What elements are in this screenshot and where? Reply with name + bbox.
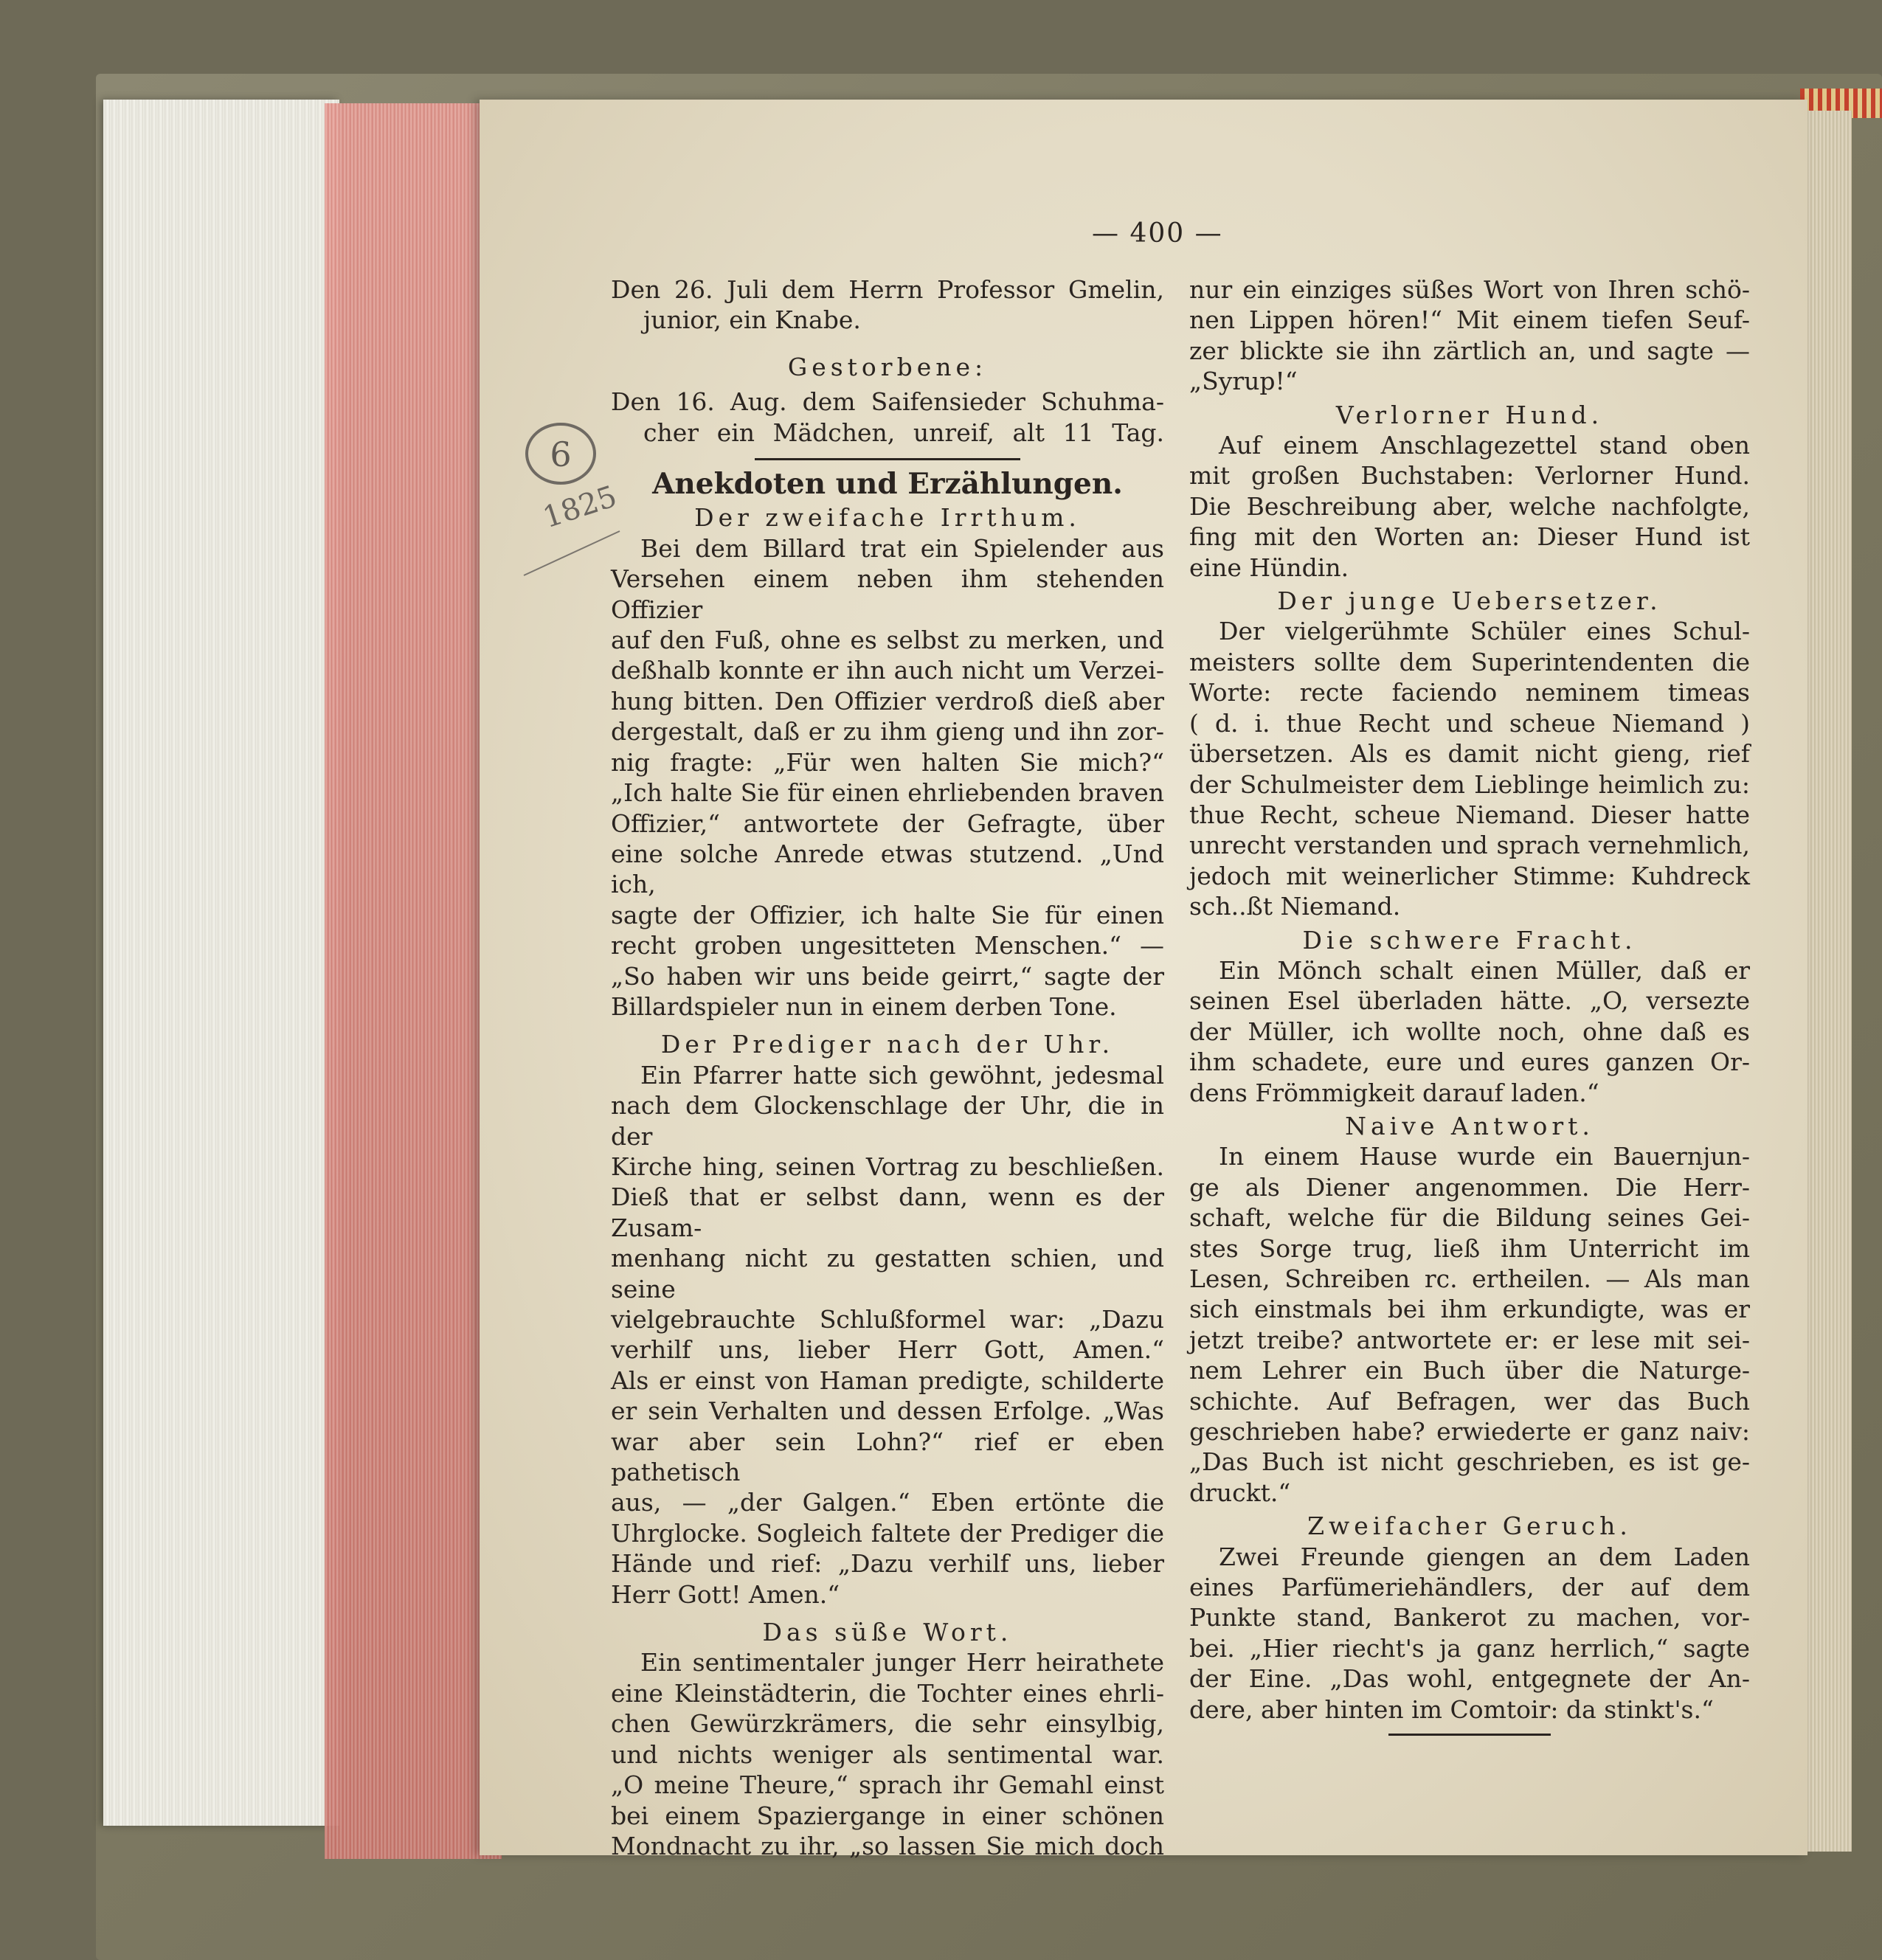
text-line: ( d. i. thue Recht und scheue Niemand ) [1189,708,1750,738]
story-title: Das süße Wort. [762,1618,1013,1647]
text-line: der Schulmeister dem Lieblinge heimlich zu: [1189,769,1750,799]
text-line: Hände und rief: „Dazu verhilf uns, lieber [611,1549,1164,1579]
birth-entry-line: junior, ein Knabe. [643,305,861,335]
text-line: eines Parfümeriehändlers, der auf dem [1189,1573,1750,1602]
text-line: jedoch mit weinerlicher Stimme: Kuhdreck [1189,861,1750,890]
text-line: schaft, welche für die Bildung seines Gei- [1189,1203,1750,1233]
separator-rule [755,458,1020,460]
text-line: jetzt treibe? antwortete er: er lese mit sei- [1189,1325,1750,1354]
text-line: stes Sorge trug, ließ ihm Unterricht im [1189,1233,1750,1263]
text-line: chen Gewürzkrämers, die sehr einsylbig, [611,1709,1164,1739]
death-entry-line: cher ein Mädchen, unreif, alt 11 Tag. [643,418,1164,447]
story-body [611,1647,1164,1861]
text-line: zer blickte sie ihn zärtlich an, und sagte — [1189,336,1750,365]
text-line: Ein sentimentaler junger Herr heirathete [640,1648,1164,1677]
text-line: unrecht verstanden und sprach vernehmlich, [1189,831,1750,860]
end-rule [1388,1734,1551,1736]
story-title: Zweifacher Geruch. [1307,1511,1632,1541]
text-line: sagte der Offizier, ich halte Sie für einen [611,900,1164,929]
text-line: Herr Gott! Amen.“ [611,1579,840,1609]
text-line: schichte. Auf Befragen, wer das Buch [1189,1386,1750,1416]
text-line: sch..ßt Niemand. [1189,892,1401,921]
story-title: Naive Antwort. [1345,1111,1594,1140]
text-line: recht groben ungesitteten Menschen.“ — [611,931,1164,960]
page-number: — 400 — [1092,218,1223,249]
text-line: eine solche Anrede etwas stutzend. „Und ich, [611,839,1164,899]
story-title: Der zweifache Irrthum. [694,503,1081,533]
text-line: menhang nicht zu gestatten schien, und seine [611,1244,1164,1303]
right-page-edges [1800,111,1852,1852]
text-line: Lesen, Schreiben rc. ertheilen. — Als man [1189,1264,1750,1293]
story-body [1189,430,1750,583]
text-line: Ein Pfarrer hatte sich gewöhnt, jedesmal [640,1060,1164,1090]
text-line: war aber sein Lohn?“ rief er eben pathetisch [611,1427,1164,1487]
text-line: meisters sollte dem Superintendenten die [1189,647,1750,676]
pencil-circle-number: 6 [550,434,572,474]
text-line: übersetzen. Als es damit nicht gieng, rief [1189,739,1750,769]
text-line: nem Lehrer ein Buch über die Naturge- [1189,1356,1750,1385]
text-line: thue Recht, scheue Niemand. Dieser hatte [1189,800,1750,829]
red-page-edges [325,103,502,1859]
text-line: vielgebrauchte Schlußformel war: „Dazu [611,1305,1164,1334]
left-column [611,274,1164,1861]
text-line: Dieß that er selbst dann, wenn es der Zusam- [611,1182,1164,1242]
text-line: hung bitten. Den Offizier verdroß dieß aber [611,686,1164,716]
text-line: nig fragte: „Für wen halten Sie mich?“ [611,747,1164,777]
text-line: ihm schadete, eure und eures ganzen Or- [1189,1047,1750,1077]
story-body [1189,1141,1750,1508]
text-line: mit großen Buchstaben: Verlorner Hund. [1189,461,1750,491]
text-line: druckt.“ [1189,1478,1291,1507]
text-line: Auf einem Anschlagezettel stand oben [1219,431,1750,460]
text-line: In einem Hause wurde ein Bauernjun- [1219,1142,1750,1171]
story-body [1189,1542,1750,1725]
text-line: der Eine. „Das wohl, entgegnete der An- [1189,1664,1750,1694]
text-line: Die Beschreibung aber, welche nachfolgte, [1189,491,1750,521]
text-line: Mondnacht zu ihr, „so lassen Sie mich doch [611,1831,1164,1860]
text-line: dens Frömmigkeit darauf laden.“ [1189,1078,1599,1107]
text-line: Kirche hing, seinen Vortrag zu beschließen. [611,1152,1164,1181]
text-line: „Das Buch ist nicht geschrieben, es ist ge- [1189,1447,1750,1477]
text-line: Als er einst von Haman predigte, schilderte [611,1365,1164,1395]
text-line: Ein Mönch schalt einen Müller, daß er [1219,955,1750,985]
died-heading: Gestorbene: [787,352,988,381]
text-line: sich einstmals bei ihm erkundigte, was er [1189,1295,1750,1324]
section-title: Anekdoten und Erzählungen. [652,467,1123,502]
text-line: ge als Diener angenommen. Die Herr- [1189,1172,1750,1202]
story-title: Die schwere Fracht. [1302,925,1637,955]
story-title: Verlorner Hund. [1335,400,1604,429]
text-line: „Ich halte Sie für einen ehrliebenden braven [611,778,1164,808]
text-line: dergestalt, daß er zu ihm gieng und ihn zor- [611,717,1164,747]
text-line: Offizier,“ antwortete der Gefragte, über [611,808,1164,838]
text-line: „O meine Theure,“ sprach ihr Gemahl einst [611,1770,1164,1800]
text-line: er sein Verhalten und dessen Erfolge. „Was [611,1396,1164,1426]
text-line: eine Kleinstädterin, die Tochter eines ehrli- [611,1678,1164,1708]
text-line: Bei dem Billard trat ein Spielender aus [640,533,1164,563]
story-body [611,1060,1164,1610]
text-line: deßhalb konnte er ihn auch nicht um Verzei- [611,656,1164,685]
text-line: „Syrup!“ [1189,367,1298,396]
text-line: eine Hündin. [1189,553,1349,582]
text-line: aus, — „der Galgen.“ Eben ertönte die [611,1488,1164,1517]
text-line: Versehen einem neben ihm stehenden Offizier [611,564,1164,624]
text-line: Der vielgerühmte Schüler eines Schul- [1219,617,1750,646]
death-entry-line: Den 16. Aug. dem Saifensieder Schuhma- [611,387,1164,417]
text-line: Uhrglocke. Sogleich faltete der Prediger die [611,1518,1164,1548]
text-line: dere, aber hinten im Comtoir: da stinkt's.“ [1189,1694,1714,1724]
pencil-year: 1825 [539,479,621,536]
story-body-continued [1189,274,1750,397]
story-title: Der junge Uebersetzer. [1277,586,1662,616]
text-line: bei einem Spaziergange in einer schönen [611,1801,1164,1830]
text-line: nur ein einziges süßes Wort von Ihren schö- [1189,275,1750,304]
story-body [1189,955,1750,1108]
text-line: „So haben wir uns beide geirrt,“ sagte der [611,961,1164,991]
story-body [1189,616,1750,921]
text-line: Punkte stand, Bankerot zu machen, vor- [1189,1603,1750,1632]
text-line: und nichts weniger als sentimental war. [611,1739,1164,1769]
birth-entry-line: Den 26. Juli dem Herrn Professor Gmelin, [611,275,1164,304]
text-line: bei. „Hier riecht's ja ganz herrlich,“ sagte [1189,1633,1750,1663]
text-line: auf den Fuß, ohne es selbst zu merken, und [611,626,1164,655]
text-line: Zwei Freunde giengen an dem Laden [1219,1542,1750,1571]
text-line: Billardspieler nun in einem derben Tone. [611,991,1117,1021]
page-edges [103,100,339,1826]
text-line: seinen Esel überladen hätte. „O, versezte [1189,986,1750,1016]
text-line: Worte: recte faciendo neminem timeas [1189,678,1750,707]
story-title: Der Prediger nach der Uhr. [660,1030,1115,1059]
text-line: nach dem Glockenschlage der Uhr, die in der [611,1091,1164,1151]
story-body [611,533,1164,1022]
text-line: nen Lippen hören!“ Mit einem tiefen Seuf- [1189,305,1750,335]
text-line: verhilf uns, lieber Herr Gott, Amen.“ [611,1335,1164,1365]
text-line: der Müller, ich wollte noch, ohne daß es [1189,1017,1750,1046]
right-column [1189,274,1750,1736]
text-line: fing mit den Worten an: Dieser Hund ist [1189,522,1750,552]
text-line: geschrieben habe? erwiederte er ganz naiv: [1189,1417,1750,1447]
